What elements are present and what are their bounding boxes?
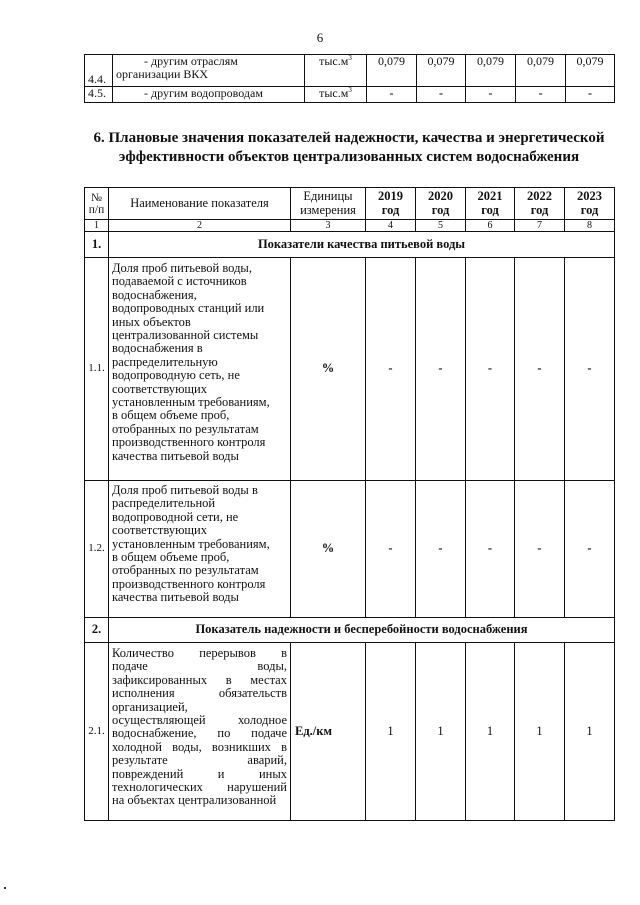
text-line: водоснабжение, по подаче bbox=[112, 726, 287, 741]
cell-value: - bbox=[367, 87, 417, 103]
text-line: отобранных по результатам bbox=[112, 421, 259, 436]
section-heading: Показатель надежности и бесперебойности водоснабжения bbox=[109, 618, 615, 643]
row-name bbox=[113, 87, 305, 103]
cell-value: - bbox=[466, 481, 515, 618]
text-line: отобранных по результатам bbox=[112, 563, 259, 578]
cell-value: - bbox=[416, 258, 466, 481]
table-row bbox=[85, 55, 615, 87]
row-unit: Ед./км bbox=[291, 643, 366, 821]
cell-value: 0,079 bbox=[516, 55, 566, 87]
cell-value: 1 bbox=[466, 643, 515, 821]
section-heading: Показатели качества питьевой воды bbox=[109, 232, 615, 258]
column-number-row bbox=[85, 220, 615, 232]
row-name bbox=[109, 258, 291, 481]
text-line: распределительную bbox=[112, 354, 218, 369]
cell-value: - bbox=[515, 258, 565, 481]
cell-value: 1 bbox=[366, 643, 416, 821]
table-row bbox=[85, 481, 615, 618]
row-number: 1.2. bbox=[85, 481, 109, 618]
row-number: 4.4. bbox=[85, 55, 113, 87]
cell-value: - bbox=[566, 87, 615, 103]
text-line: Доля проб питьевой воды, bbox=[112, 261, 252, 275]
cell-value: 0,079 bbox=[417, 55, 466, 87]
unit-sup: 3 bbox=[348, 54, 352, 62]
text-line: организацией, bbox=[112, 699, 188, 714]
section-row bbox=[85, 232, 615, 258]
text-line: водоснабжения, bbox=[112, 287, 197, 302]
section-number: 1. bbox=[85, 232, 109, 258]
col-number: 3 bbox=[291, 220, 366, 232]
cell-value: 1 bbox=[515, 643, 565, 821]
table-row bbox=[85, 643, 615, 821]
cell-value: 0,079 bbox=[367, 55, 417, 87]
header-num: № п/п bbox=[85, 188, 109, 220]
cell-value: - bbox=[515, 481, 565, 618]
main-table bbox=[84, 187, 615, 821]
col-number: 1 bbox=[85, 220, 109, 232]
text-line: в общем объеме проб, bbox=[112, 550, 230, 565]
header-year: 2019 год bbox=[366, 188, 416, 220]
text-line: в общем объеме проб, bbox=[112, 408, 230, 423]
text-line: подаваемой с источников bbox=[112, 274, 247, 289]
text-line: Количество перерывов в bbox=[112, 646, 287, 660]
text-line: соответствующих bbox=[112, 523, 207, 538]
page-number: 6 bbox=[316, 30, 324, 45]
cell-value: - bbox=[416, 481, 466, 618]
text-line: качества питьевой воды bbox=[112, 590, 239, 605]
row-unit: % bbox=[291, 258, 366, 481]
col-number: 7 bbox=[515, 220, 565, 232]
text-line: исполнения обязательств bbox=[112, 686, 287, 701]
cell-value: - bbox=[466, 87, 516, 103]
unit-text: тыс.м bbox=[319, 54, 349, 68]
header-year: 2021 год bbox=[466, 188, 515, 220]
text-line: результате аварий, bbox=[112, 753, 287, 768]
cell-value: 0,079 bbox=[466, 55, 516, 87]
row-unit bbox=[305, 87, 367, 103]
row-number: 1.1. bbox=[85, 258, 109, 481]
row-number: 4.5. bbox=[85, 87, 113, 103]
cell-value: - bbox=[516, 87, 566, 103]
text-line: установленным требованиям, bbox=[112, 536, 270, 551]
text-line: водопроводную сеть, не bbox=[112, 368, 240, 383]
row-name bbox=[113, 55, 305, 87]
header-row bbox=[85, 188, 615, 220]
text-line: установленным требованиям, bbox=[112, 395, 270, 410]
text-line: соответствующих bbox=[112, 381, 207, 396]
cell-value: - bbox=[366, 258, 416, 481]
unit-sup: 3 bbox=[348, 86, 352, 94]
text-line: водопроводных станций или bbox=[112, 301, 265, 316]
row-name-line: - другим водопроводам bbox=[144, 86, 263, 100]
text-line: иных объектов bbox=[112, 314, 191, 329]
col-number: 5 bbox=[416, 220, 466, 232]
row-unit: % bbox=[291, 481, 366, 618]
text-line: распределительной bbox=[112, 496, 216, 511]
text-line: централизованной системы bbox=[112, 328, 259, 343]
cell-value: - bbox=[366, 481, 416, 618]
text-line: подаче воды, bbox=[112, 659, 287, 674]
col-number: 2 bbox=[109, 220, 291, 232]
text-line: холодной воды, возникших в bbox=[112, 739, 287, 754]
header-year: 2020 год bbox=[416, 188, 466, 220]
text-line: качества питьевой воды bbox=[112, 448, 239, 463]
cell-value: 0,079 bbox=[566, 55, 615, 87]
row-unit bbox=[305, 55, 367, 87]
unit-text: тыс.м bbox=[319, 86, 349, 100]
text-line: производственного контроля bbox=[112, 435, 266, 450]
cell-value: 1 bbox=[565, 643, 615, 821]
col-number: 4 bbox=[366, 220, 416, 232]
text-line: зафиксированных в местах bbox=[112, 672, 287, 687]
text-line: на объектах централизованной bbox=[112, 793, 277, 808]
row-number: 2.1. bbox=[85, 643, 109, 821]
row-name-line: организации ВКХ bbox=[116, 67, 209, 82]
cell-value: - bbox=[565, 481, 615, 618]
header-name: Наименование показателя bbox=[109, 188, 291, 220]
row-name bbox=[109, 481, 291, 618]
text-line: Доля проб питьевой воды в bbox=[112, 483, 258, 497]
col-number: 6 bbox=[466, 220, 515, 232]
table-row bbox=[85, 258, 615, 481]
text-line: водоснабжения в bbox=[112, 341, 203, 356]
header-year: 2022 год bbox=[515, 188, 565, 220]
cell-value: 1 bbox=[416, 643, 466, 821]
text-line: производственного контроля bbox=[112, 576, 266, 591]
section-number: 2. bbox=[85, 618, 109, 643]
text-line: осуществляющей холодное bbox=[112, 713, 287, 728]
section-title: 6. Плановые значения показателей надежности, качества и энергетической эффективности объектов централизованных систем водоснабжения bbox=[93, 130, 605, 165]
text-line: повреждений и иных bbox=[112, 766, 287, 781]
col-number: 8 bbox=[565, 220, 615, 232]
scan-mark bbox=[4, 887, 6, 889]
header-year: 2023 год bbox=[565, 188, 615, 220]
header-unit: Единицы измерения bbox=[291, 188, 366, 220]
row-name-line: - другим отраслям bbox=[144, 54, 238, 68]
text-line: водопроводной сети, не bbox=[112, 509, 239, 524]
text-line: технологических нарушений bbox=[112, 780, 287, 795]
section-row bbox=[85, 618, 615, 643]
cell-value: - bbox=[417, 87, 466, 103]
cell-value: - bbox=[565, 258, 615, 481]
top-table bbox=[84, 54, 615, 103]
cell-value: - bbox=[466, 258, 515, 481]
table-row bbox=[85, 87, 615, 103]
row-name bbox=[109, 643, 291, 821]
